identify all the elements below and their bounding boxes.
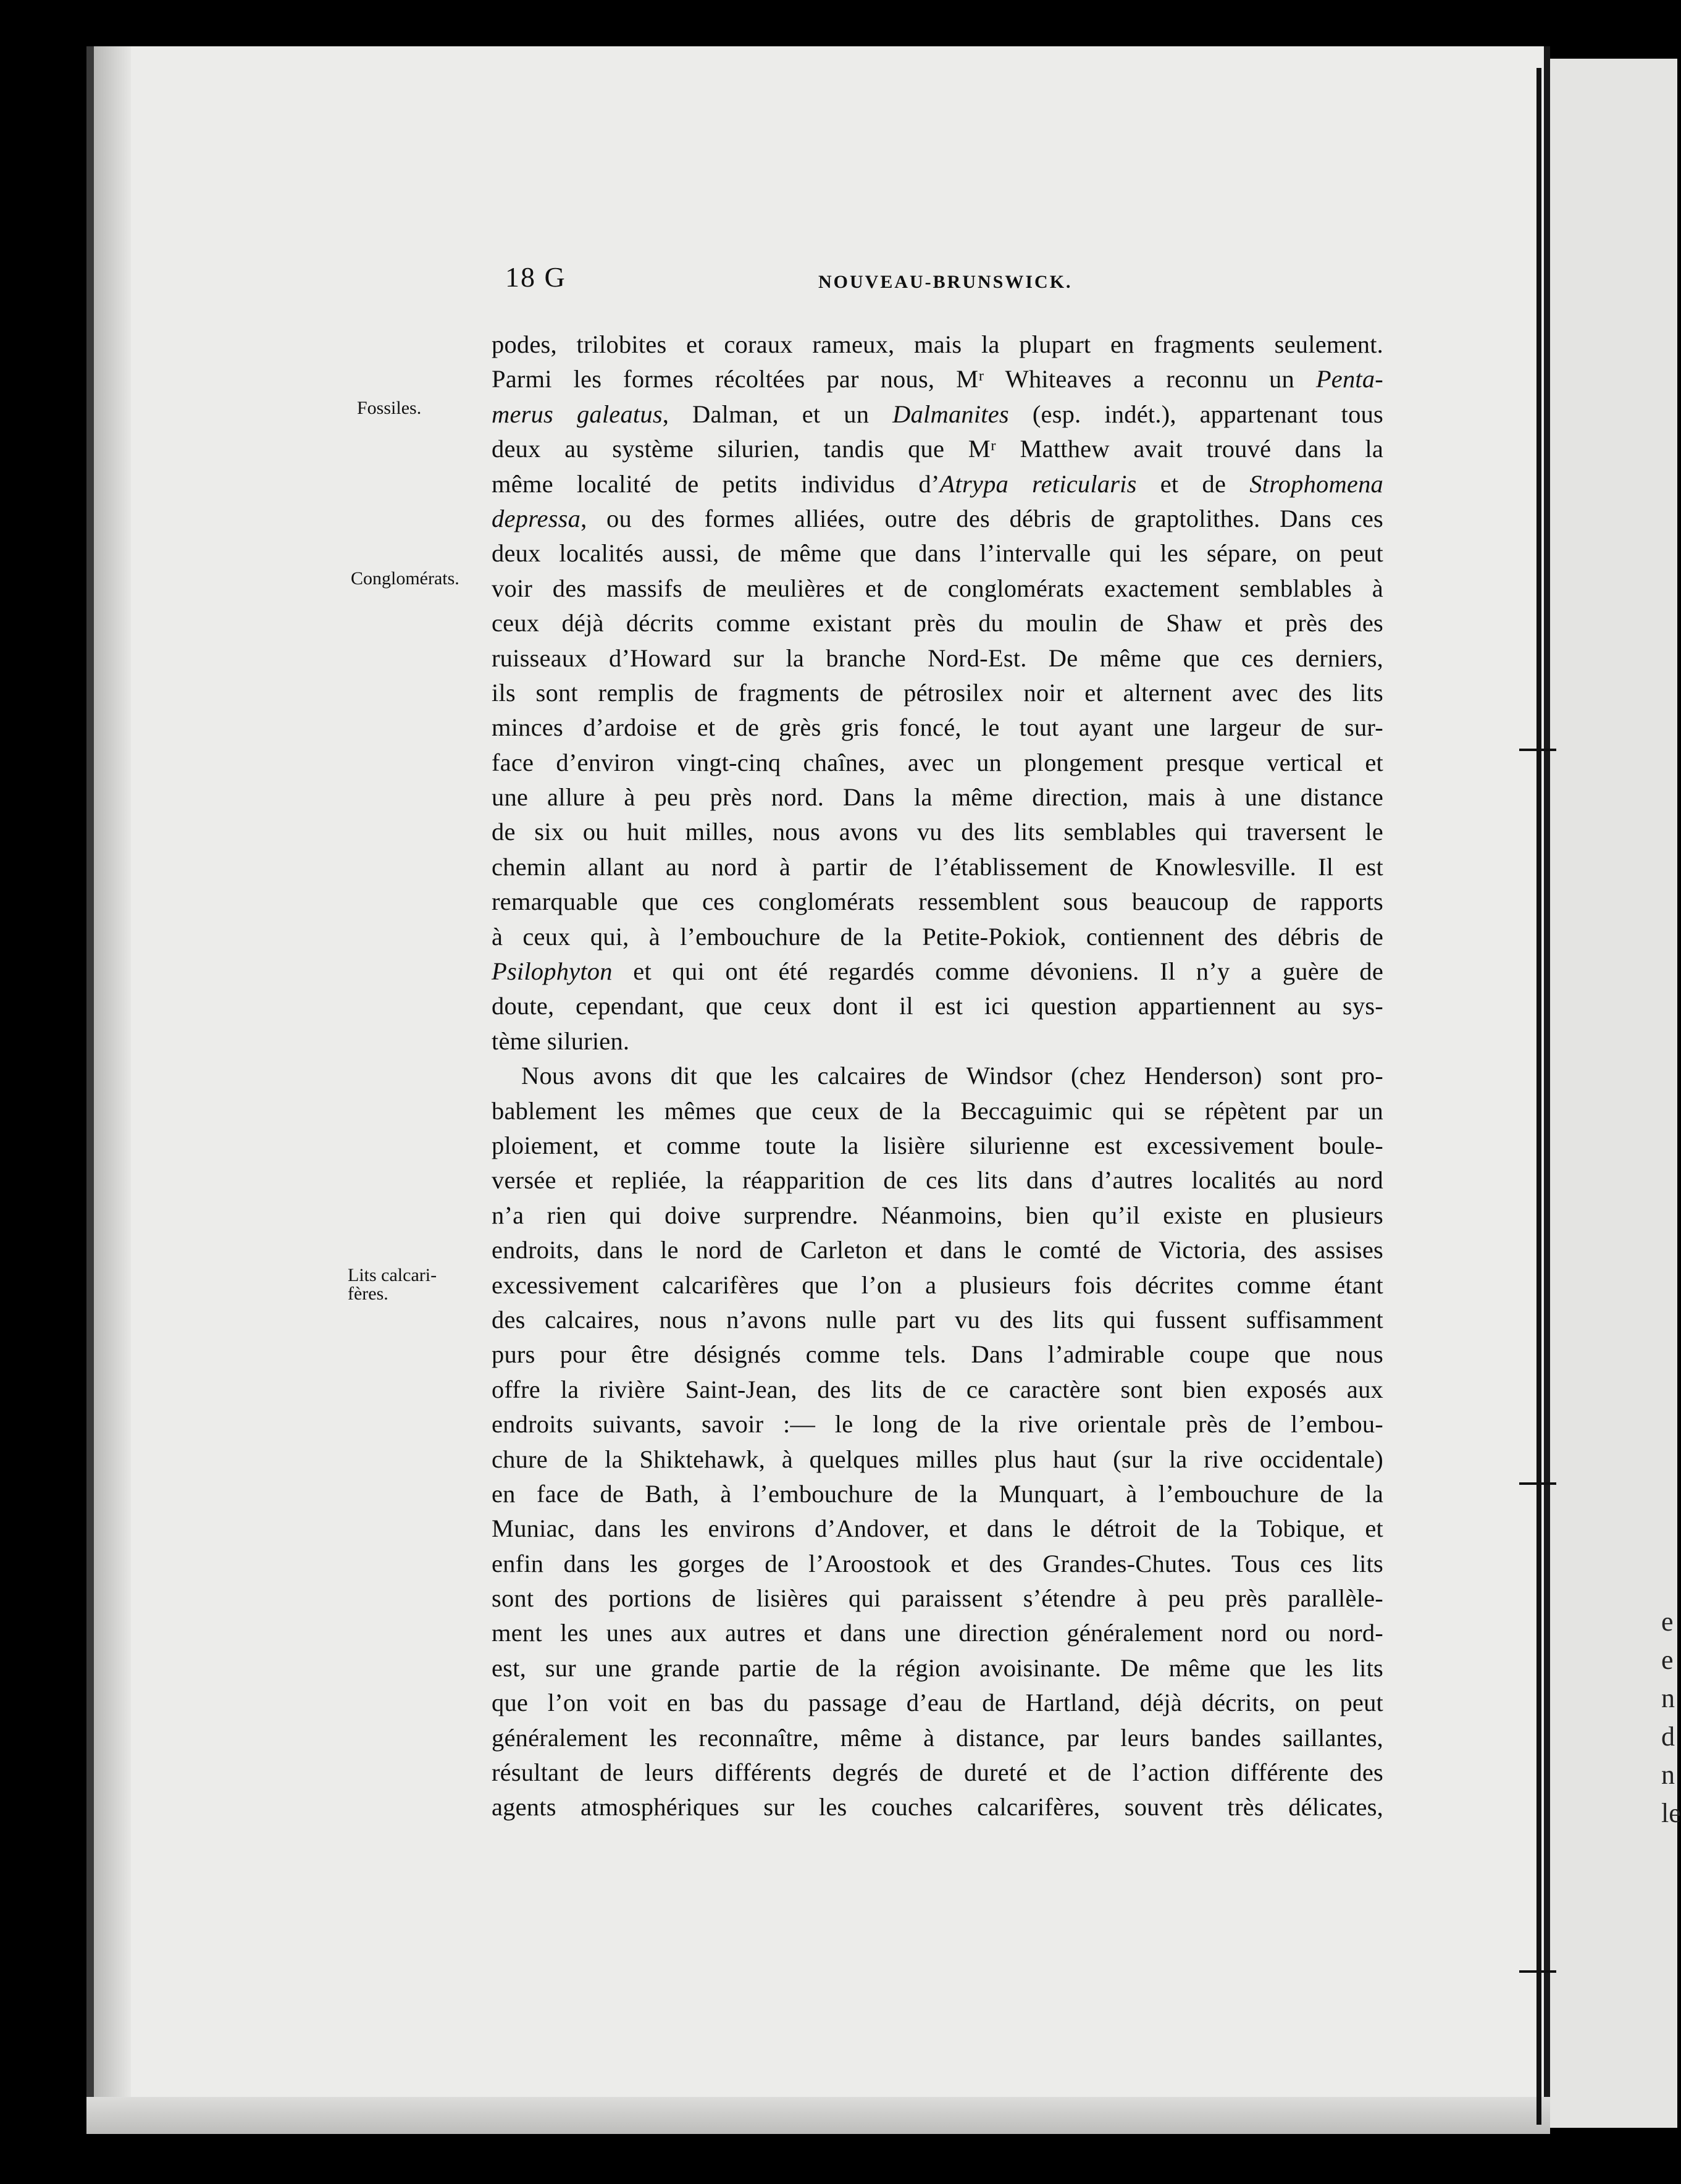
- text-line: remarquable que ces conglomérats ressemblent sous beaucoup de rapports: [492, 888, 1383, 916]
- text-line: ils sont remplis de fragments de pétrosilex noir et alternent avec des lits: [492, 678, 1383, 707]
- neighbour-letter: e: [1661, 1606, 1674, 1637]
- text-line: enfin dans les gorges de l’Aroostook et des Grandes-Chutes. Tous ces lits: [492, 1549, 1383, 1577]
- text-line: est, sur une grande partie de la région avoisinante. De même que les lits: [492, 1653, 1383, 1682]
- margin-note-conglomerats: Conglomérats.: [351, 568, 459, 589]
- text-line: merus galeatus, Dalman, et un Dalmanites (esp. indét.), appartenant tous: [492, 400, 1383, 428]
- text-line: résultant de leurs différents degrés de dureté et de l’action différente des: [492, 1758, 1383, 1787]
- text-line: endroits, dans le nord de Carleton et dans le comté de Victoria, des assises: [492, 1236, 1383, 1264]
- text-line: ruisseaux d’Howard sur la branche Nord-Est. De même que ces derniers,: [492, 644, 1383, 672]
- neighbour-letter: e: [1661, 1645, 1674, 1675]
- text-line: face d’environ vingt-cinq chaînes, avec un plongement presque vertical et: [492, 748, 1383, 776]
- text-line: minces d’ardoise et de grès gris foncé, le tout ayant une largeur de sur-: [492, 713, 1383, 742]
- text-line: versée et repliée, la réapparition de ces lits dans d’autres localités au nord: [492, 1166, 1383, 1195]
- text-line: que l’on voit en bas du passage d’eau de Hartland, déjà décrits, on peut: [492, 1689, 1383, 1717]
- margin-note-lits-calcariferes: Lits calcari-: [348, 1265, 437, 1285]
- text-line: ceux déjà décrits comme existant près du moulin de Shaw et près des: [492, 609, 1383, 637]
- text-line: deux au système silurien, tandis que Mʳ Matthew avait trouvé dans la: [492, 435, 1383, 463]
- text-line: deux localités aussi, de même que dans l’intervalle qui les sépare, on peut: [492, 539, 1383, 568]
- text-line: Psilophyton et qui ont été regardés comme dévoniens. Il n’y a guère de: [492, 957, 1383, 986]
- running-head: NOUVEAU-BRUNSWICK.: [818, 272, 1073, 292]
- page-gutter-shadow: [94, 46, 131, 2134]
- spine-mark: [1519, 1482, 1556, 1485]
- text-line: de six ou huit milles, nous avons vu des lits semblables qui traversent le: [492, 818, 1383, 846]
- body-text: [492, 327, 1383, 1825]
- text-line: agents atmosphériques sur les couches calcarifères, souvent très délicates,: [492, 1793, 1383, 1821]
- neighbour-letter: n: [1661, 1683, 1675, 1713]
- text-line: ment les unes aux autres et dans une direction généralement nord ou nord-: [492, 1619, 1383, 1647]
- text-line: Muniac, dans les environs d’Andover, et dans le détroit de la Tobique, et: [492, 1514, 1383, 1543]
- text-line: à ceux qui, à l’embouchure de la Petite-Pokiok, contiennent des débris de: [492, 922, 1383, 951]
- text-line: chemin allant au nord à partir de l’établissement de Knowlesville. Il est: [492, 852, 1383, 881]
- page-number: 18 G: [505, 261, 566, 293]
- text-line: généralement les reconnaître, même à distance, par leurs bandes saillantes,: [492, 1723, 1383, 1752]
- neighbour-letter: d: [1661, 1721, 1675, 1752]
- text-line: doute, cependant, que ceux dont il est ici question appartiennent au sys-: [492, 992, 1383, 1020]
- text-line: purs pour être désignés comme tels. Dans l’admirable coupe que nous: [492, 1340, 1383, 1369]
- text-line: en face de Bath, à l’embouchure de la Munquart, à l’embouchure de la: [492, 1479, 1383, 1508]
- text-line: offre la rivière Saint-Jean, des lits de ce caractère sont bien exposés aux: [492, 1375, 1383, 1403]
- neighbour-page-strip: [1550, 59, 1677, 2128]
- text-line: même localité de petits individus d’Atrypa reticularis et de Strophomena: [492, 469, 1383, 498]
- text-line: excessivement calcarifères que l’on a plusieurs fois décrites comme étant: [492, 1270, 1383, 1299]
- text-line: Nous avons dit que les calcaires de Windsor (chez Henderson) sont pro-: [521, 1062, 1383, 1090]
- margin-note-fossiles: Fossiles.: [357, 398, 422, 418]
- text-line: sont des portions de lisières qui paraissent s’étendre à peu près parallèle-: [492, 1584, 1383, 1613]
- text-line: depressa, ou des formes alliées, outre des débris de graptolithes. Dans ces: [492, 504, 1383, 532]
- neighbour-page-letters: [1661, 1603, 1680, 1833]
- binding-spine: [1536, 68, 1541, 2125]
- text-line: des calcaires, nous n’avons nulle part vu des lits qui fussent suffisamment: [492, 1305, 1383, 1334]
- text-line: voir des massifs de meulières et de conglomérats exactement semblables à: [492, 574, 1383, 602]
- margin-note-lits-calcariferes-cont: fères.: [348, 1283, 388, 1304]
- text-line: chure de la Shiktehawk, à quelques milles plus haut (sur la rive occidentale): [492, 1445, 1383, 1473]
- neighbour-letter: n: [1661, 1760, 1675, 1790]
- text-line: tème silurien.: [492, 1027, 630, 1055]
- text-line: endroits suivants, savoir :— le long de la rive orientale près de l’embou-: [492, 1410, 1383, 1438]
- text-line: une allure à peu près nord. Dans la même direction, mais à une distance: [492, 783, 1383, 812]
- text-line: ploiement, et comme toute la lisière silurienne est excessivement boule-: [492, 1131, 1383, 1159]
- text-line: bablement les mêmes que ceux de la Beccaguimic qui se répètent par un: [492, 1096, 1383, 1125]
- spine-mark: [1519, 749, 1556, 751]
- page-bottom-edge: [86, 2097, 1550, 2134]
- spine-mark: [1519, 1970, 1556, 1973]
- text-line: Parmi les formes récoltées par nous, Mʳ Whiteaves a reconnu un Penta-: [492, 365, 1383, 393]
- text-line: n’a rien qui doive surprendre. Néanmoins, bien qu’il existe en plusieurs: [492, 1201, 1383, 1229]
- text-line: podes, trilobites et coraux rameux, mais la plupart en fragments seulement.: [492, 330, 1383, 358]
- neighbour-letter: le: [1661, 1798, 1681, 1828]
